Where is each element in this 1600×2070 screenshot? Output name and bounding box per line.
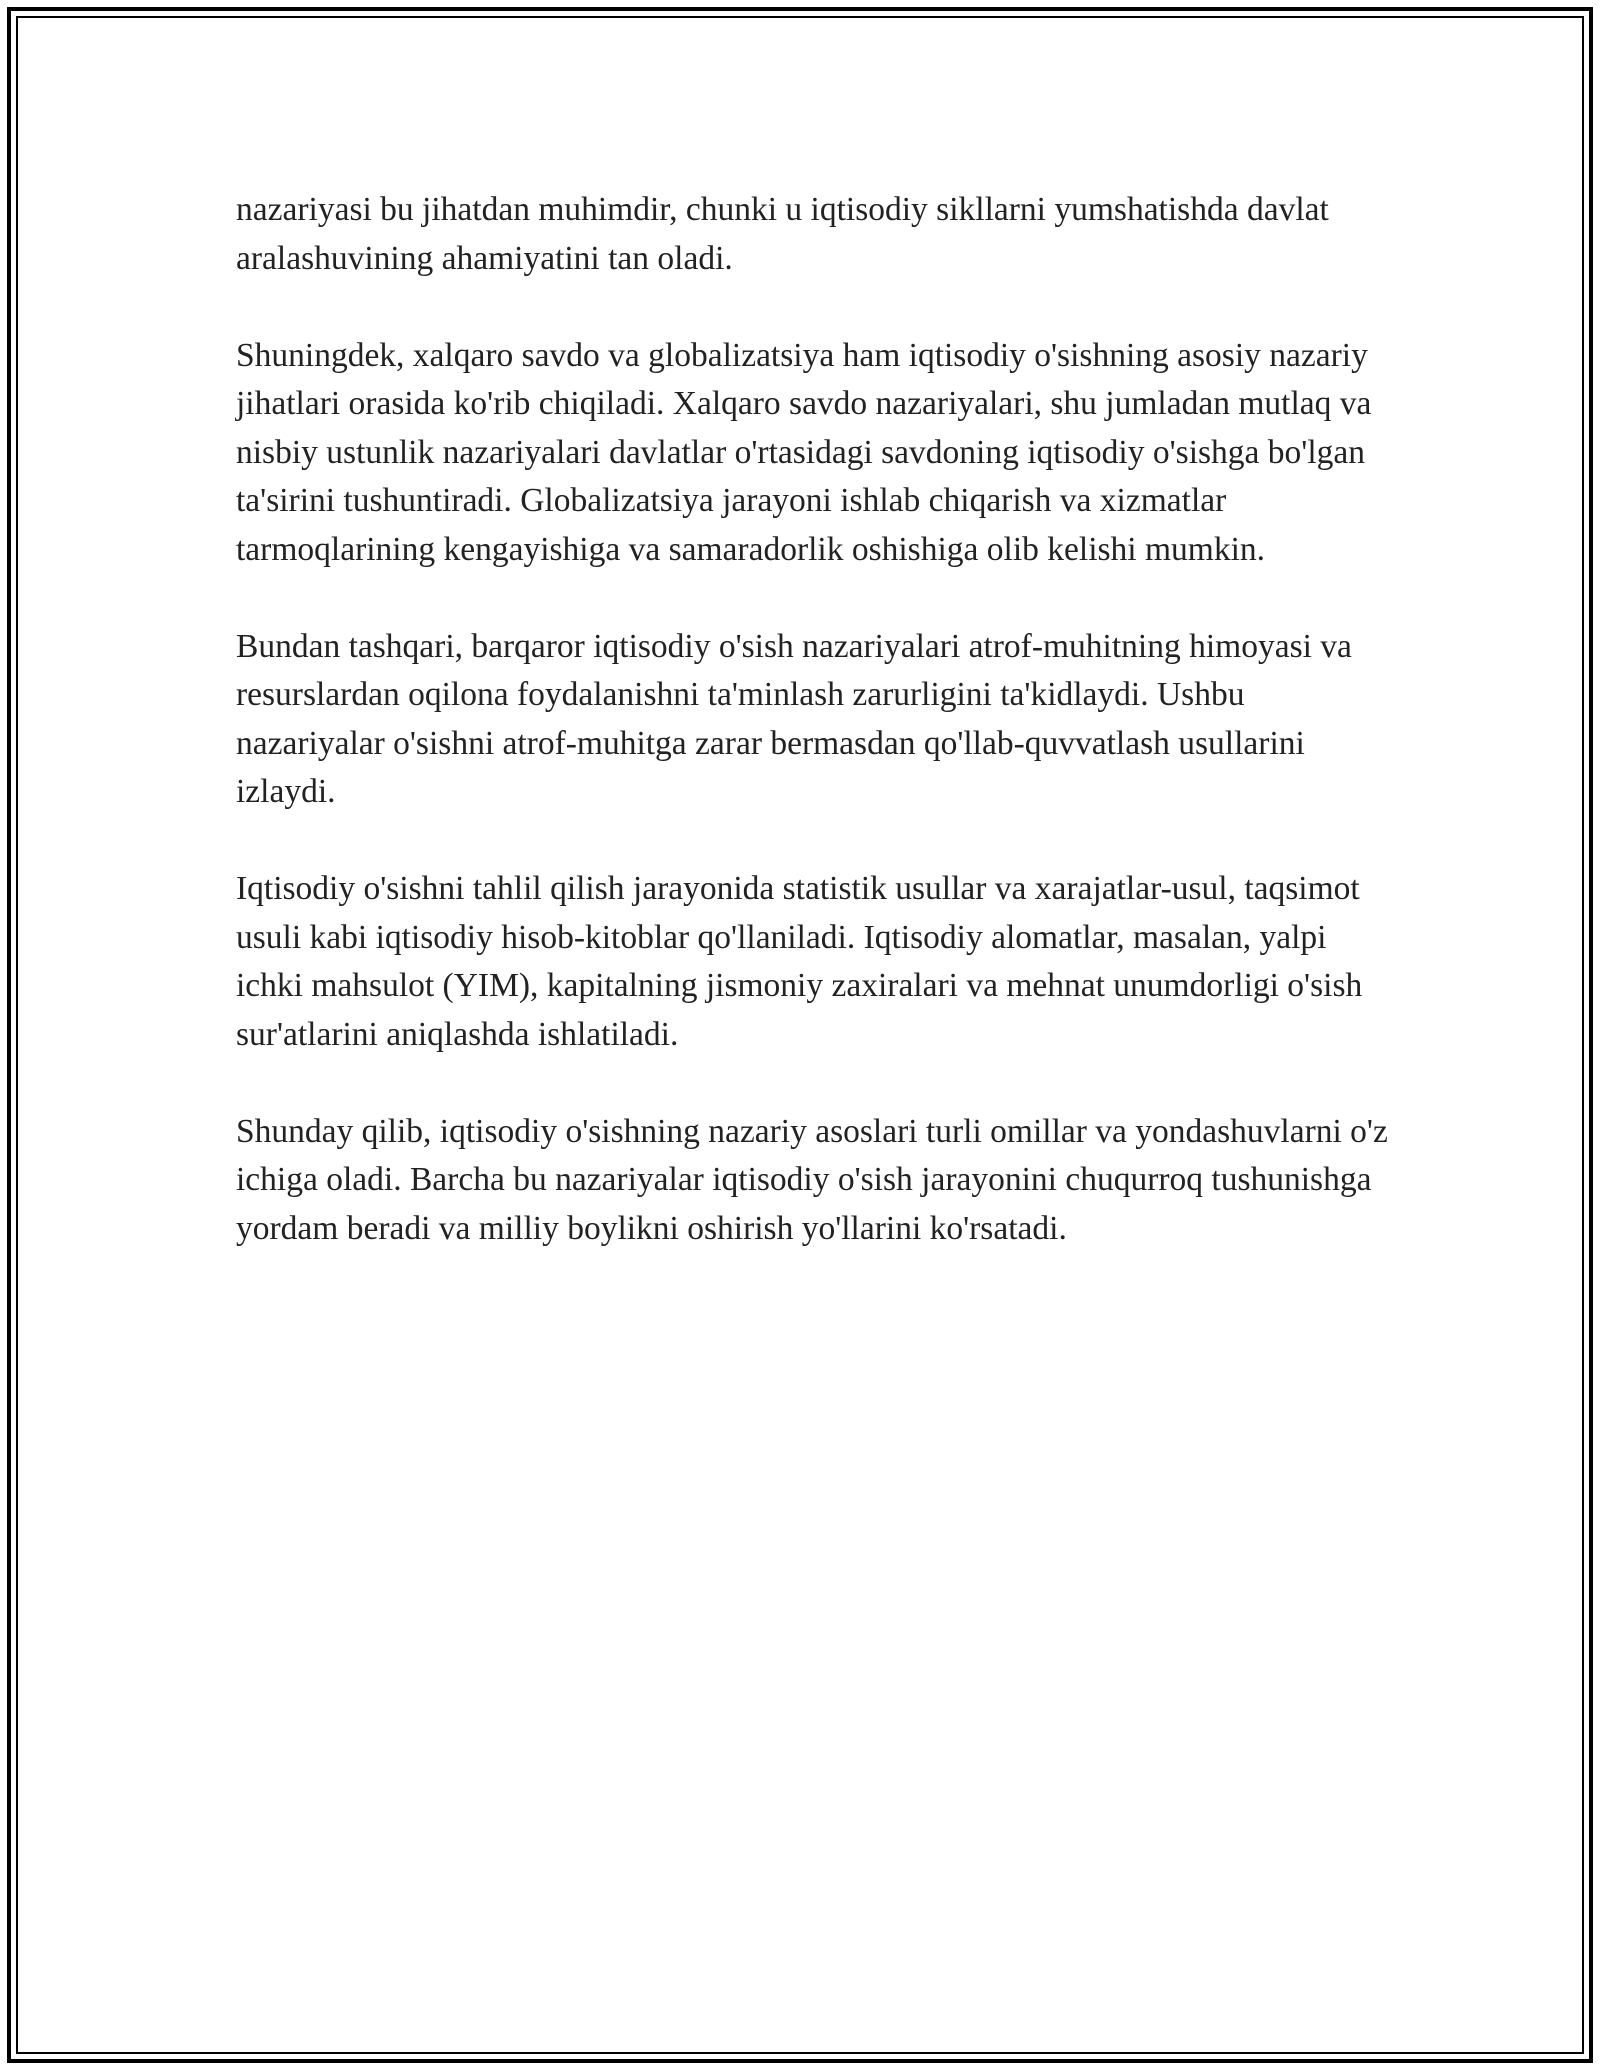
paragraph: Shuningdek, xalqaro savdo va globalizatsiya ham iqtisodiy o'sishning asosiy nazariy jihatlari orasida ko'rib chiqiladi. Xalqaro savdo nazariyalari, shu jumladan mutlaq va nisbiy ustunlik nazariyalari davlatlar o'rtasidagi savdoning iqtisodiy o'sishga bo'lgan ta'sirini tushuntiradi. Globalizatsiya jarayoni ishlab chiqarish va xizmatlar tarmoqlarining kengayishiga va samaradorlik oshishiga olib kelishi mumkin. [236, 336, 1372, 568]
paragraph: Bundan tashqari, barqaror iqtisodiy o'sish nazariyalari atrof-muhitning himoyasi va resurslardan oqilona foydalanishni ta'minlash zarurligini ta'kidlaydi. Ushbu nazariyalar o'sishni atrof-muhitga zarar bermasdan qo'llab-quvvatlash usullarini izlaydi. [236, 627, 1352, 810]
paragraph: Iqtisodiy o'sishni tahlil qilish jarayonida statistik usullar va xarajatlar-usul, taqsimot usuli kabi iqtisodiy hisob-kitoblar qo'llaniladi. Iqtisodiy alomatlar, masalan, yalpi ichki mahsulot (YIM), kapitalning jismoniy zaxiralari va mehnat unumdorligi o'sish sur'atlarini aniqlashda ishlatiladi. [236, 870, 1363, 1053]
paragraph: Shunday qilib, iqtisodiy o'sishning nazariy asoslari turli omillar va yondashuvlarni o'z ichiga oladi. Barcha bu nazariyalar iqtisodiy o'sish jarayonini chuqurroq tushunishga yordam beradi va milliy boylikni oshirish yo'llarini ko'rsatadi. [236, 1112, 1388, 1247]
document-body [236, 186, 1396, 1302]
paragraph: nazariyasi bu jihatdan muhimdir, chunki u iqtisodiy sikllarni yumshatishda davlat aralashuvining ahamiyatini tan oladi. [236, 191, 1329, 277]
